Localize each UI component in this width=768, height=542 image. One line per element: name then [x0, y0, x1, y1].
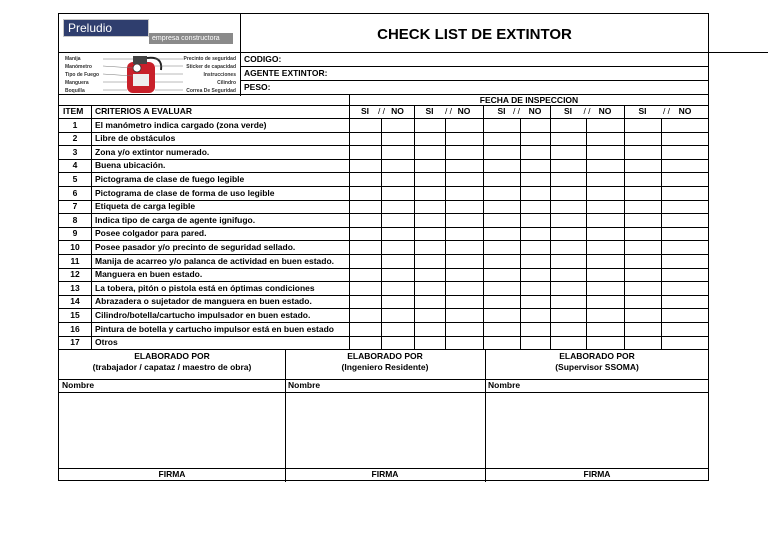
- item-number: 8: [72, 214, 78, 225]
- item-number: 2: [72, 133, 78, 144]
- item-number: 4: [72, 160, 78, 171]
- item-number: 11: [70, 255, 80, 266]
- signature-title: ELABORADO POR: [134, 351, 210, 362]
- date-placeholder: / /: [377, 106, 386, 116]
- item-criteria: Etiqueta de carga legible: [95, 201, 196, 212]
- item-criteria: Manguera en buen estado.: [95, 269, 203, 280]
- company-logo: [63, 19, 233, 51]
- item-number: 13: [70, 282, 80, 293]
- agente-label: AGENTE EXTINTOR:: [244, 68, 328, 78]
- signature-role: (trabajador / capataz / maestro de obra): [92, 362, 252, 373]
- item-number: 10: [70, 241, 80, 252]
- item-criteria: Posee colgador para pared.: [95, 228, 207, 239]
- si-header: SI: [563, 106, 573, 116]
- item-criteria: Posee pasador y/o precinto de seguridad sellado.: [95, 241, 296, 252]
- item-number: 3: [72, 146, 78, 157]
- no-header: NO: [391, 106, 404, 116]
- item-criteria: Zona y/o extintor numerado.: [95, 146, 210, 157]
- item-number: 7: [72, 201, 78, 212]
- grid-line: [586, 118, 587, 349]
- title-divider: [240, 52, 768, 53]
- extinguisher-diagram: [63, 54, 238, 94]
- logo-company-name: Preludio S.A.C.: [63, 19, 149, 37]
- date-placeholder: / /: [512, 106, 521, 116]
- signature-nombre-label: Nombre: [488, 380, 521, 391]
- grid-line: [445, 118, 446, 349]
- si-header: SI: [425, 106, 434, 116]
- signature-nombre-label: Nombre: [62, 380, 95, 391]
- item-header: ITEM: [63, 106, 84, 116]
- item-criteria: Pintura de botella y cartucho impulsor está en buen estado: [95, 323, 334, 334]
- grid-line: [59, 379, 709, 380]
- item-criteria: El manómetro indica cargado (zona verde): [95, 119, 267, 130]
- si-header: SI: [638, 106, 647, 116]
- signature-role: (Ingeniero Residente): [341, 362, 429, 373]
- ext-label-left: Tipo de Fuego: [65, 72, 100, 78]
- ext-label-right: Instrucciones: [203, 72, 236, 78]
- codigo-label: CODIGO:: [244, 54, 282, 64]
- signature-firma-label: FIRMA: [371, 469, 399, 479]
- item-number: 16: [70, 323, 80, 334]
- item-criteria: Pictograma de clase de forma de uso legible: [95, 187, 275, 198]
- item-number: 6: [72, 187, 78, 198]
- ext-label-left: Manómetro: [65, 64, 92, 70]
- date-placeholder: / /: [662, 106, 671, 116]
- signature-title: ELABORADO POR: [559, 351, 635, 362]
- grid-line: [381, 118, 382, 349]
- item-number: 1: [72, 119, 78, 130]
- field-line-1: [240, 66, 709, 67]
- grid-line: [59, 392, 709, 393]
- page-title: CHECK LIST DE EXTINTOR: [377, 26, 572, 43]
- item-criteria: La tobera, pitón o pistola está en óptimas condiciones: [95, 282, 315, 293]
- item-number: 14: [70, 296, 80, 307]
- signature-nombre-label: Nombre: [288, 380, 321, 391]
- grid-line: [59, 105, 349, 106]
- checklist-sheet: [58, 13, 709, 481]
- field-line-2: [240, 80, 709, 81]
- si-header: SI: [360, 106, 370, 116]
- si-header: SI: [497, 106, 506, 116]
- date-placeholder: / /: [444, 106, 453, 116]
- table-row: [59, 336, 709, 337]
- no-header: NO: [457, 106, 471, 116]
- signature-firma-label: FIRMA: [583, 469, 611, 479]
- no-header: NO: [528, 106, 542, 116]
- ext-label-right: Correa De Seguridad: [186, 88, 236, 94]
- item-criteria: Libre de obstáculos: [95, 133, 176, 144]
- ext-label-right: Cilindro: [217, 80, 236, 86]
- peso-label: PESO:: [244, 82, 271, 92]
- ext-label-left: Manija: [65, 56, 81, 62]
- item-number: 9: [72, 228, 78, 239]
- item-criteria: Otros: [95, 337, 118, 348]
- item-number: 17: [70, 337, 80, 348]
- date-placeholder: / /: [583, 106, 591, 116]
- item-criteria: Cilindro/botella/cartucho impulsador en buen estado.: [95, 309, 311, 320]
- no-header: NO: [678, 106, 692, 116]
- item-criteria: Buena ubicación.: [95, 160, 166, 171]
- signature-role: (Supervisor SSOMA): [555, 362, 639, 373]
- item-criteria: Manija de acarreo y/o palanca de actividad en buen estado.: [95, 255, 335, 266]
- item-number: 5: [72, 173, 78, 184]
- grid-line: [349, 118, 709, 119]
- signature-title: ELABORADO POR: [347, 351, 423, 362]
- grid-line: [520, 118, 521, 349]
- signature-firma-label: FIRMA: [158, 469, 186, 479]
- ext-label-right: Precinto de seguridad: [183, 56, 236, 62]
- logo-bottom-line: [59, 52, 240, 53]
- criteria-header: CRITERIOS A EVALUAR: [95, 106, 192, 116]
- logo-tagline: empresa constructora: [149, 33, 233, 44]
- item-criteria: Abrazadera o sujetador de manguera en buen estado.: [95, 296, 312, 307]
- fecha-header: FECHA DE INSPECCION: [479, 95, 579, 105]
- item-criteria: Indica tipo de carga de agente ignifugo.: [95, 214, 256, 225]
- grid-line: [661, 118, 662, 349]
- table-row: [59, 349, 709, 350]
- item-number: 15: [70, 309, 80, 320]
- item-number: 12: [70, 269, 80, 280]
- ext-label-left: Manguera: [65, 80, 89, 86]
- ext-label-right: Sticker de capacidad: [186, 64, 236, 70]
- item-criteria: Pictograma de clase de fuego legible: [95, 173, 245, 184]
- ext-label-left: Boquilla: [65, 88, 85, 94]
- no-header: NO: [598, 106, 612, 116]
